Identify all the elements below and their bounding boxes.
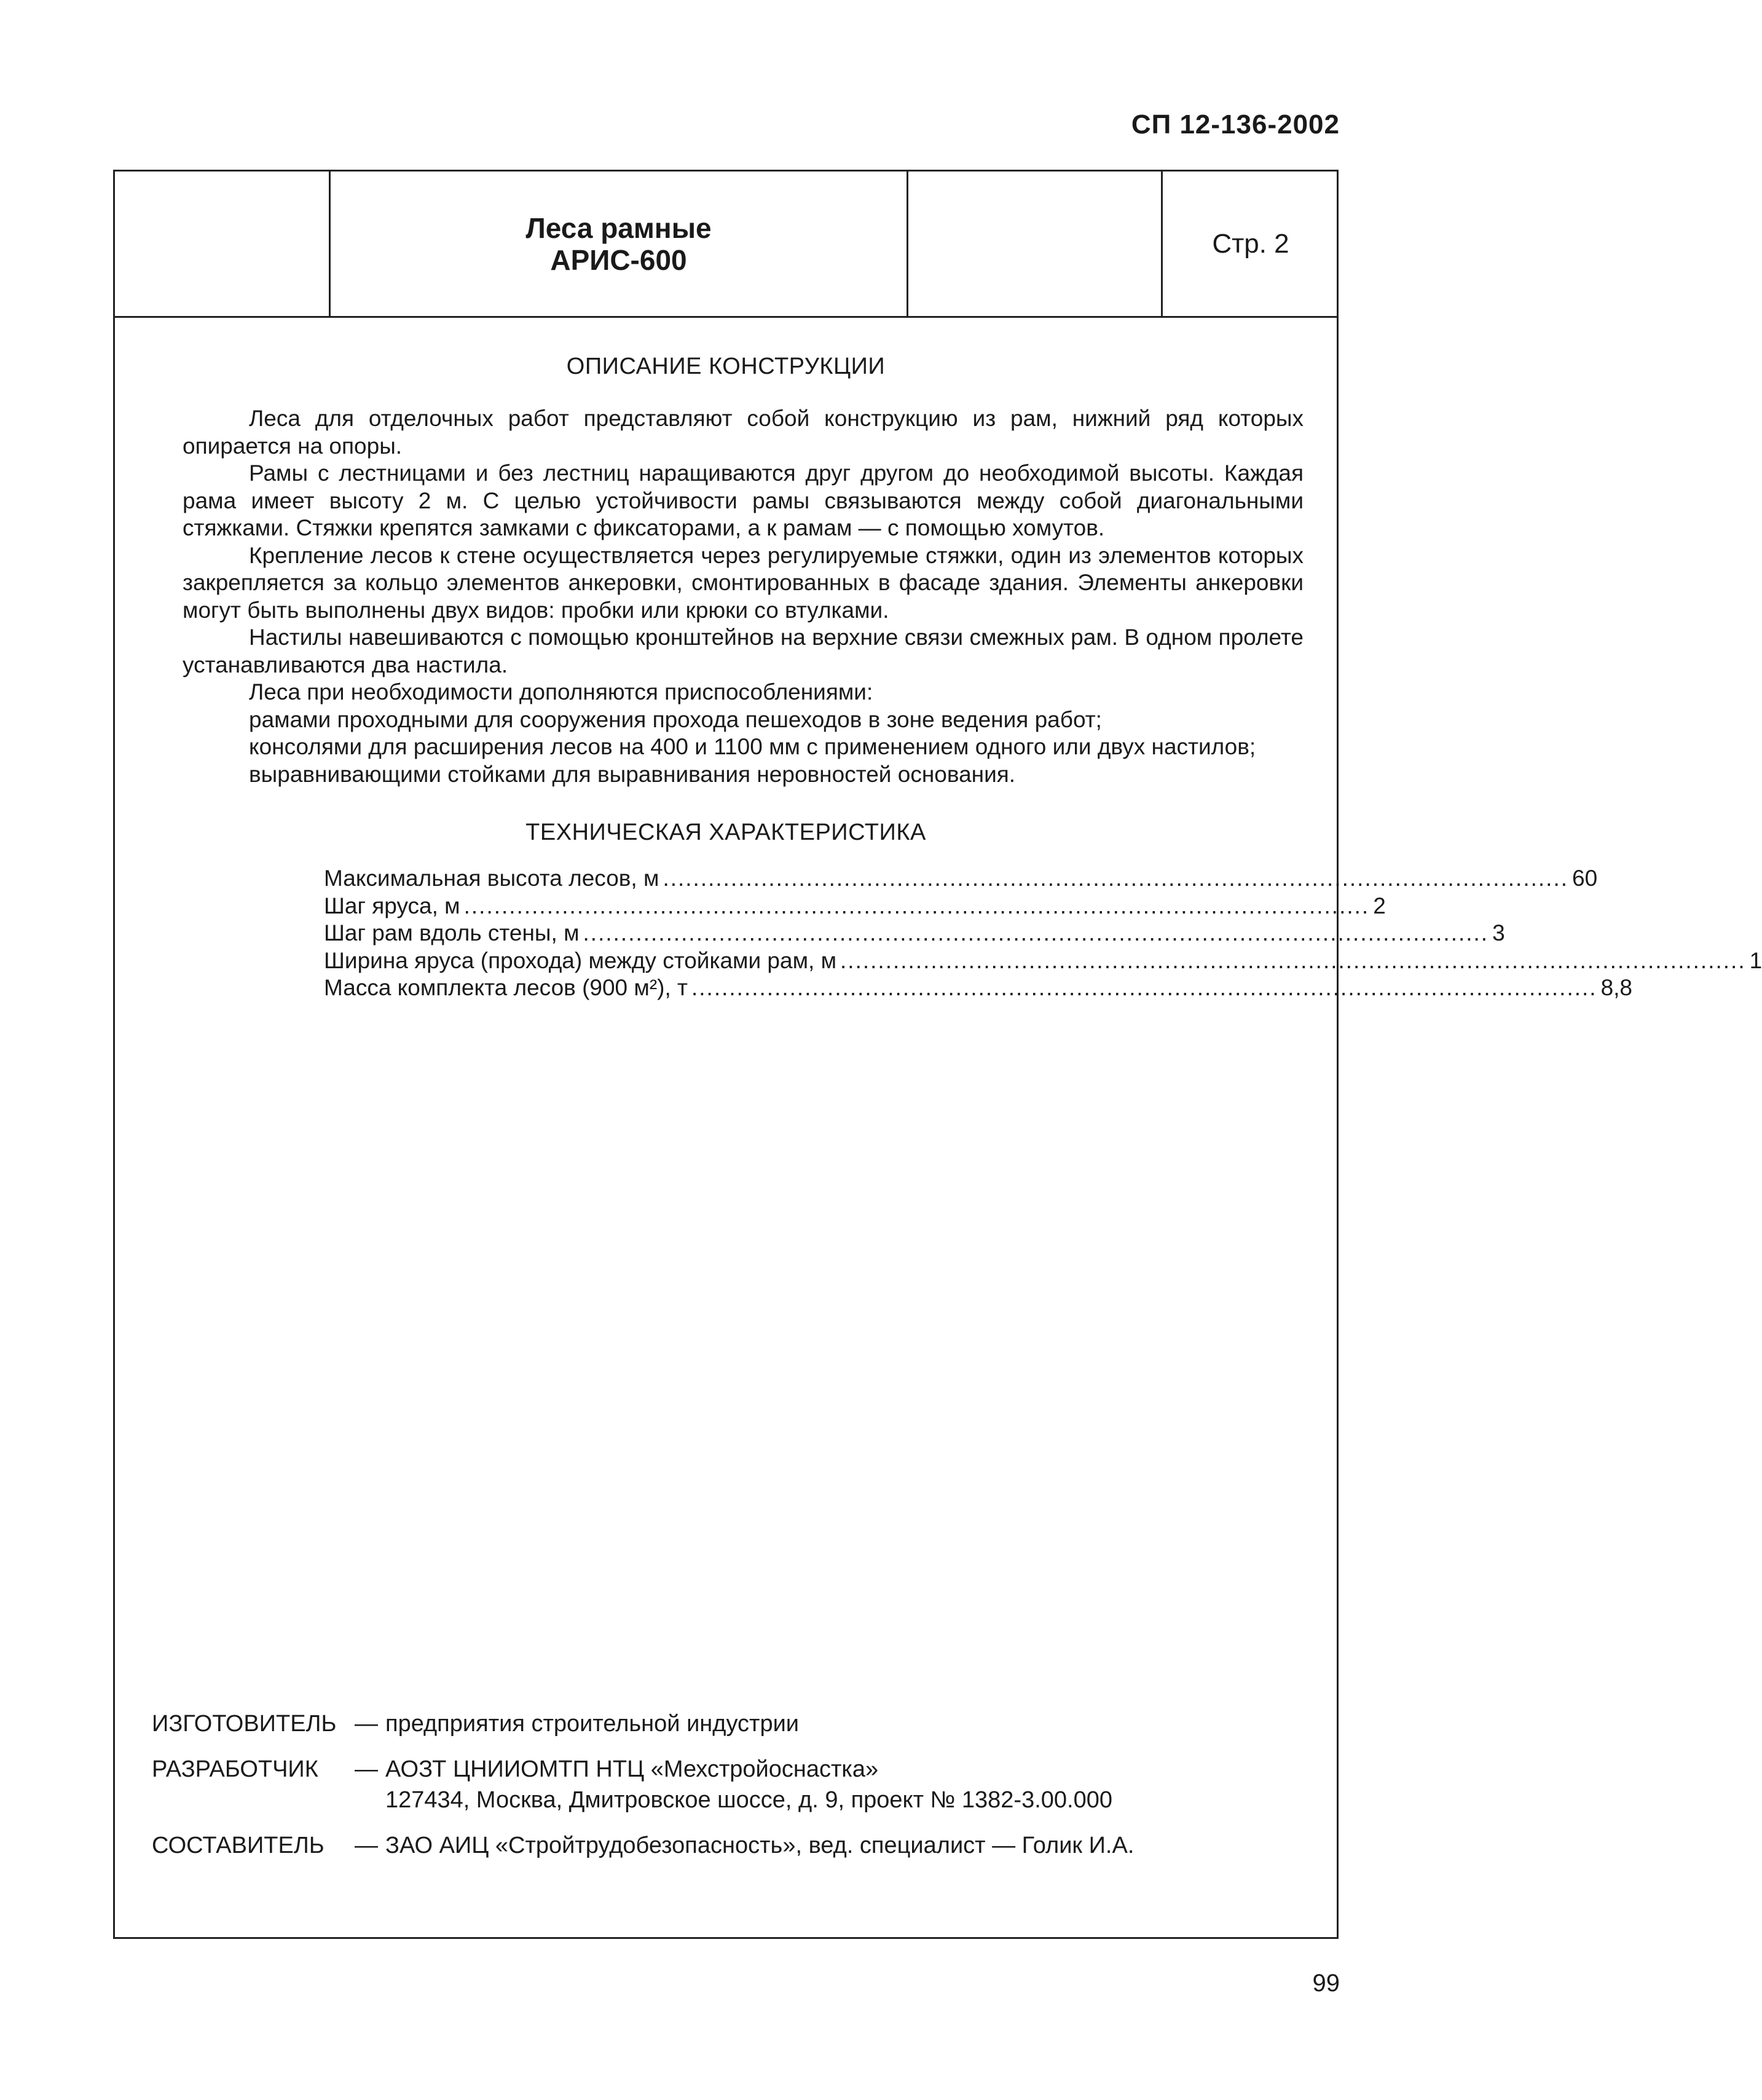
description-paragraph: Леса при необходимости дополняются приспособлениями: [249, 679, 873, 705]
spec-label: Масса комплекта лесов (900 м²), т [324, 975, 688, 1000]
leader-dots: ........................................................................................................................ [840, 947, 1746, 973]
leader-dots: ........................................................................................................................ [583, 920, 1489, 945]
footer-role: СОСТАВИТЕЛЬ [152, 1833, 324, 1858]
spec-row [324, 865, 1598, 893]
header-page-cell [1163, 172, 1339, 316]
specs-title: ТЕХНИЧЕСКАЯ ХАРАКТЕРИСТИКА [525, 819, 926, 845]
leader-dots: ........................................................................................................................ [663, 866, 1569, 891]
footer-text-line: АОЗТ ЦНИИОМТП НТЦ «Мехстройоснастка» [385, 1756, 879, 1782]
description-paragraph: Настилы навешиваются с помощью кронштейнов на верхние связи смежных рам. В одном пролете устанавливаются два настила. [183, 625, 1304, 677]
header-cell-empty-right [908, 172, 1163, 316]
list-item: консолями для расширения лесов на 400 и 1100 мм с применением одного или двух настилов; [249, 734, 1256, 759]
specs-list [324, 865, 1762, 1002]
footer-dash: — [355, 1711, 378, 1737]
footer-text-line: 127434, Москва, Дмитровское шоссе, д. 9, проект № 1382-3.00.000 [385, 1787, 1112, 1813]
description-paragraph: Леса для отделочных работ представляют собой конструкцию из рам, нижний ряд которых опирается на опоры. [183, 406, 1304, 459]
footer-text [385, 1754, 1307, 1815]
spec-value: 60 [1572, 866, 1598, 891]
footer-dash: — [355, 1756, 378, 1782]
spec-row [324, 893, 1386, 920]
spec-row [324, 920, 1505, 947]
document-code: СП 12-136-2002 [1131, 109, 1340, 140]
spec-value: 2 [1373, 893, 1386, 918]
footer-row-compiler [152, 1830, 1307, 1861]
page-label: Стр. 2 [1212, 228, 1289, 259]
spec-row [324, 974, 1633, 1002]
spec-value: 1 [1749, 947, 1762, 973]
description-title: ОПИСАНИЕ КОНСТРУКЦИИ [566, 353, 886, 379]
spec-label: Шаг рам вдоль стены, м [324, 920, 580, 945]
spec-label: Шаг яруса, м [324, 893, 460, 918]
spec-value: 8,8 [1600, 975, 1633, 1000]
footer-dash: — [355, 1833, 378, 1858]
footer-row-manufacturer [152, 1708, 1307, 1739]
header-title-cell [331, 172, 908, 316]
leader-dots: ........................................................................................................................ [463, 893, 1370, 918]
footer-role: РАЗРАБОТЧИК [152, 1756, 318, 1782]
leader-dots: ........................................................................................................................ [691, 975, 1597, 1000]
list-item: выравнивающими стойками для выравнивания неровностей основания. [249, 761, 1016, 787]
header-table [115, 172, 1337, 318]
footer-text [385, 1830, 1307, 1861]
footer-text [385, 1708, 1307, 1739]
title-line-2: АРИС-600 [550, 243, 687, 276]
footer-role: ИЗГОТОВИТЕЛЬ [152, 1711, 337, 1737]
description-paragraph: Крепление лесов к стене осуществляется через регулируемые стяжки, один из элементов которых закрепляется за кольцо элементов анкеровки, смонтированных в фасаде здания. Элементы анкеровки могут быть выполнены двух видов: пробки или крюки со втулками. [183, 542, 1304, 623]
footer-row-developer [152, 1754, 1307, 1815]
footer-text-line: предприятия строительной индустрии [385, 1711, 800, 1737]
footer-credits [152, 1708, 1307, 1876]
spec-value: 3 [1492, 920, 1505, 945]
page-number: 99 [1312, 1970, 1340, 1997]
page-frame [113, 170, 1762, 1939]
header-cell-empty-left [115, 172, 331, 316]
footer-text-line: ЗАО АИЦ «Стройтрудобезопасность», вед. специалист — Голик И.А. [385, 1833, 1135, 1858]
spec-row [324, 947, 1762, 975]
title-line-1: Леса рамные [525, 211, 712, 244]
description-body [183, 405, 1304, 788]
list-item: рамами проходными для сооружения прохода пешеходов в зоне ведения работ; [249, 706, 1102, 732]
spec-label: Ширина яруса (прохода) между стойками рам, м [324, 947, 837, 973]
description-paragraph: Рамы с лестницами и без лестниц наращиваются друг другом до необходимой высоты. Каждая рама имеет высоту 2 м. С целью устойчивости рамы связываются между собой диагональными стяжками. Стяжки крепятся замками с фиксаторами, а к рамам — с помощью хомутов. [183, 460, 1304, 540]
spec-label: Максимальная высота лесов, м [324, 866, 659, 891]
